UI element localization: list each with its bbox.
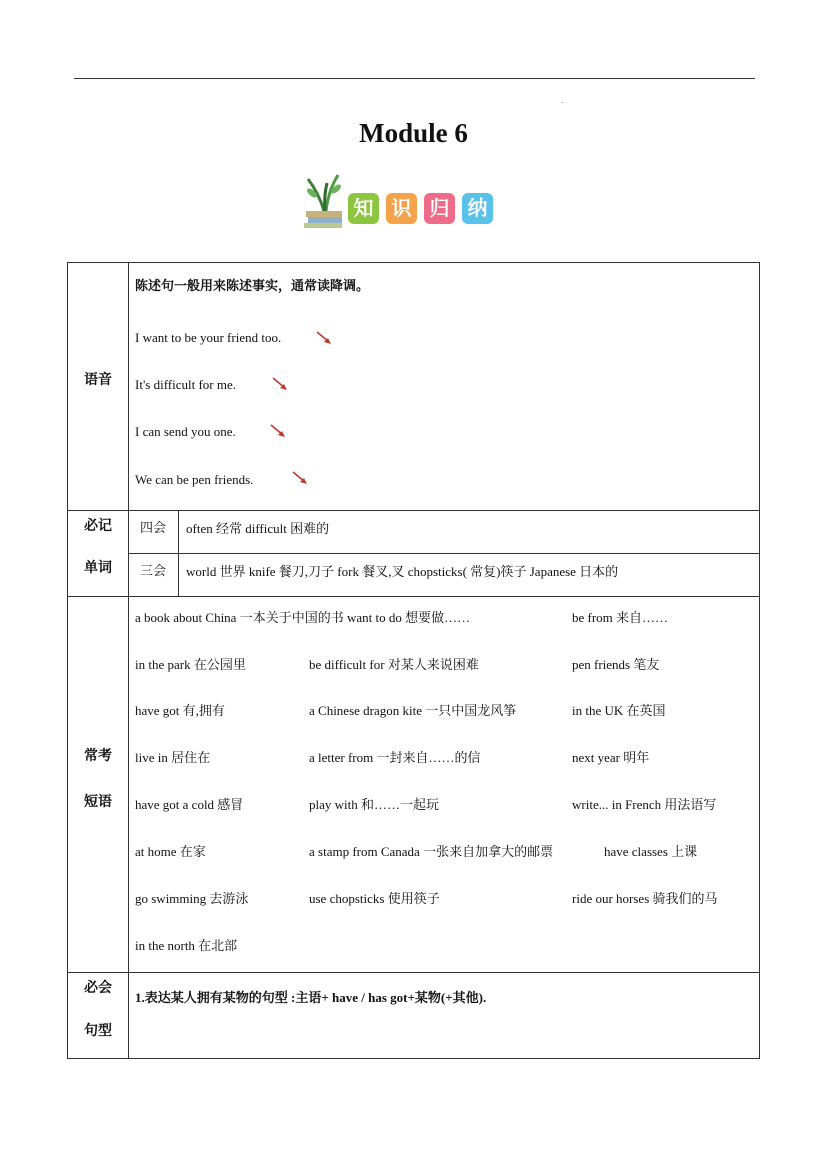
phrase-item: in the north 在北部 [135, 938, 238, 953]
example-sentence: I want to be your friend too. [135, 330, 282, 345]
stray-mark: - [561, 98, 564, 107]
phrase-item: in the UK 在英国 [572, 703, 666, 718]
phrase-item: ride our horses 骑我们的马 [572, 891, 718, 906]
vocab-words: often 经常 difficult 困难的 [186, 521, 330, 536]
vocabulary-header-line2: 单词 [84, 560, 112, 576]
falling-tone-arrow-icon [271, 376, 289, 392]
sentence-pattern: 1.表达某人拥有某物的句型 :主语+ have / has got+某物(+其他). [135, 990, 487, 1005]
summary-table [67, 262, 760, 1059]
phrases-header-line1: 常考 [84, 748, 112, 764]
col-divider [128, 263, 129, 1058]
row-divider [68, 596, 759, 597]
phrase-item: use chopsticks 使用筷子 [309, 891, 440, 906]
vocabulary-header-line1: 必记 [84, 518, 112, 534]
phrase-item: play with 和……一起玩 [309, 797, 439, 812]
vocab-level-label: 三会 [139, 564, 166, 579]
row-divider [128, 553, 759, 554]
phrase-item: have classes 上课 [604, 844, 698, 859]
pronunciation-header: 语音 [84, 372, 112, 388]
phrase-item: have got 有,拥有 [135, 703, 225, 718]
header-rule [74, 78, 755, 79]
phrase-item: next year 明年 [572, 750, 650, 765]
plant-books-icon [300, 171, 348, 229]
phrase-item: be from 来自…… [572, 610, 669, 625]
sentences-header-line1: 必会 [84, 980, 112, 996]
banner-char-2: 识 [386, 193, 417, 224]
vocab-words: world 世界 knife 餐刀,刀子 fork 餐叉,叉 chopsticks( 常复)筷子 Japanese 日本的 [186, 564, 619, 579]
phrase-item: go swimming 去游泳 [135, 891, 249, 906]
phrase-item: a Chinese dragon kite 一只中国龙风筝 [309, 703, 517, 718]
example-sentence: I can send you one. [135, 424, 236, 439]
banner-char-4: 纳 [462, 193, 493, 224]
phrase-item: have got a cold 感冒 [135, 797, 244, 812]
banner-char-1: 知 [348, 193, 379, 224]
phrase-item: at home 在家 [135, 844, 206, 859]
vocab-level-label: 四会 [139, 521, 166, 536]
phrase-item: a letter from 一封来自……的信 [309, 750, 481, 765]
pronunciation-rule: 陈述句一般用来陈述事实，通常读降调。 [135, 279, 370, 294]
phrase-item: be difficult for 对某人来说困难 [309, 657, 479, 672]
phrase-item: a stamp from Canada 一张来自加拿大的邮票 [309, 844, 554, 859]
example-sentence: We can be pen friends. [135, 472, 254, 487]
knowledge-summary-banner [300, 171, 500, 229]
phrase-item: pen friends 笔友 [572, 657, 660, 672]
sentences-header-line2: 句型 [84, 1023, 112, 1039]
phrases-header-line2: 短语 [84, 794, 112, 810]
page-title: Module 6 [359, 118, 468, 148]
falling-tone-arrow-icon [315, 330, 333, 346]
phrase-item: a book about China 一本关于中国的书 want to do 想要做…… [135, 610, 471, 625]
banner-char-3: 归 [424, 193, 455, 224]
phrase-item: live in 居住在 [135, 750, 211, 765]
falling-tone-arrow-icon [291, 470, 309, 486]
falling-tone-arrow-icon [269, 423, 287, 439]
phrase-item: write... in French 用法语写 [572, 797, 717, 812]
example-sentence: It's difficult for me. [135, 377, 237, 392]
row-divider [68, 972, 759, 973]
col-divider [178, 510, 179, 596]
row-divider [68, 510, 759, 511]
phrase-item: in the park 在公园里 [135, 657, 246, 672]
